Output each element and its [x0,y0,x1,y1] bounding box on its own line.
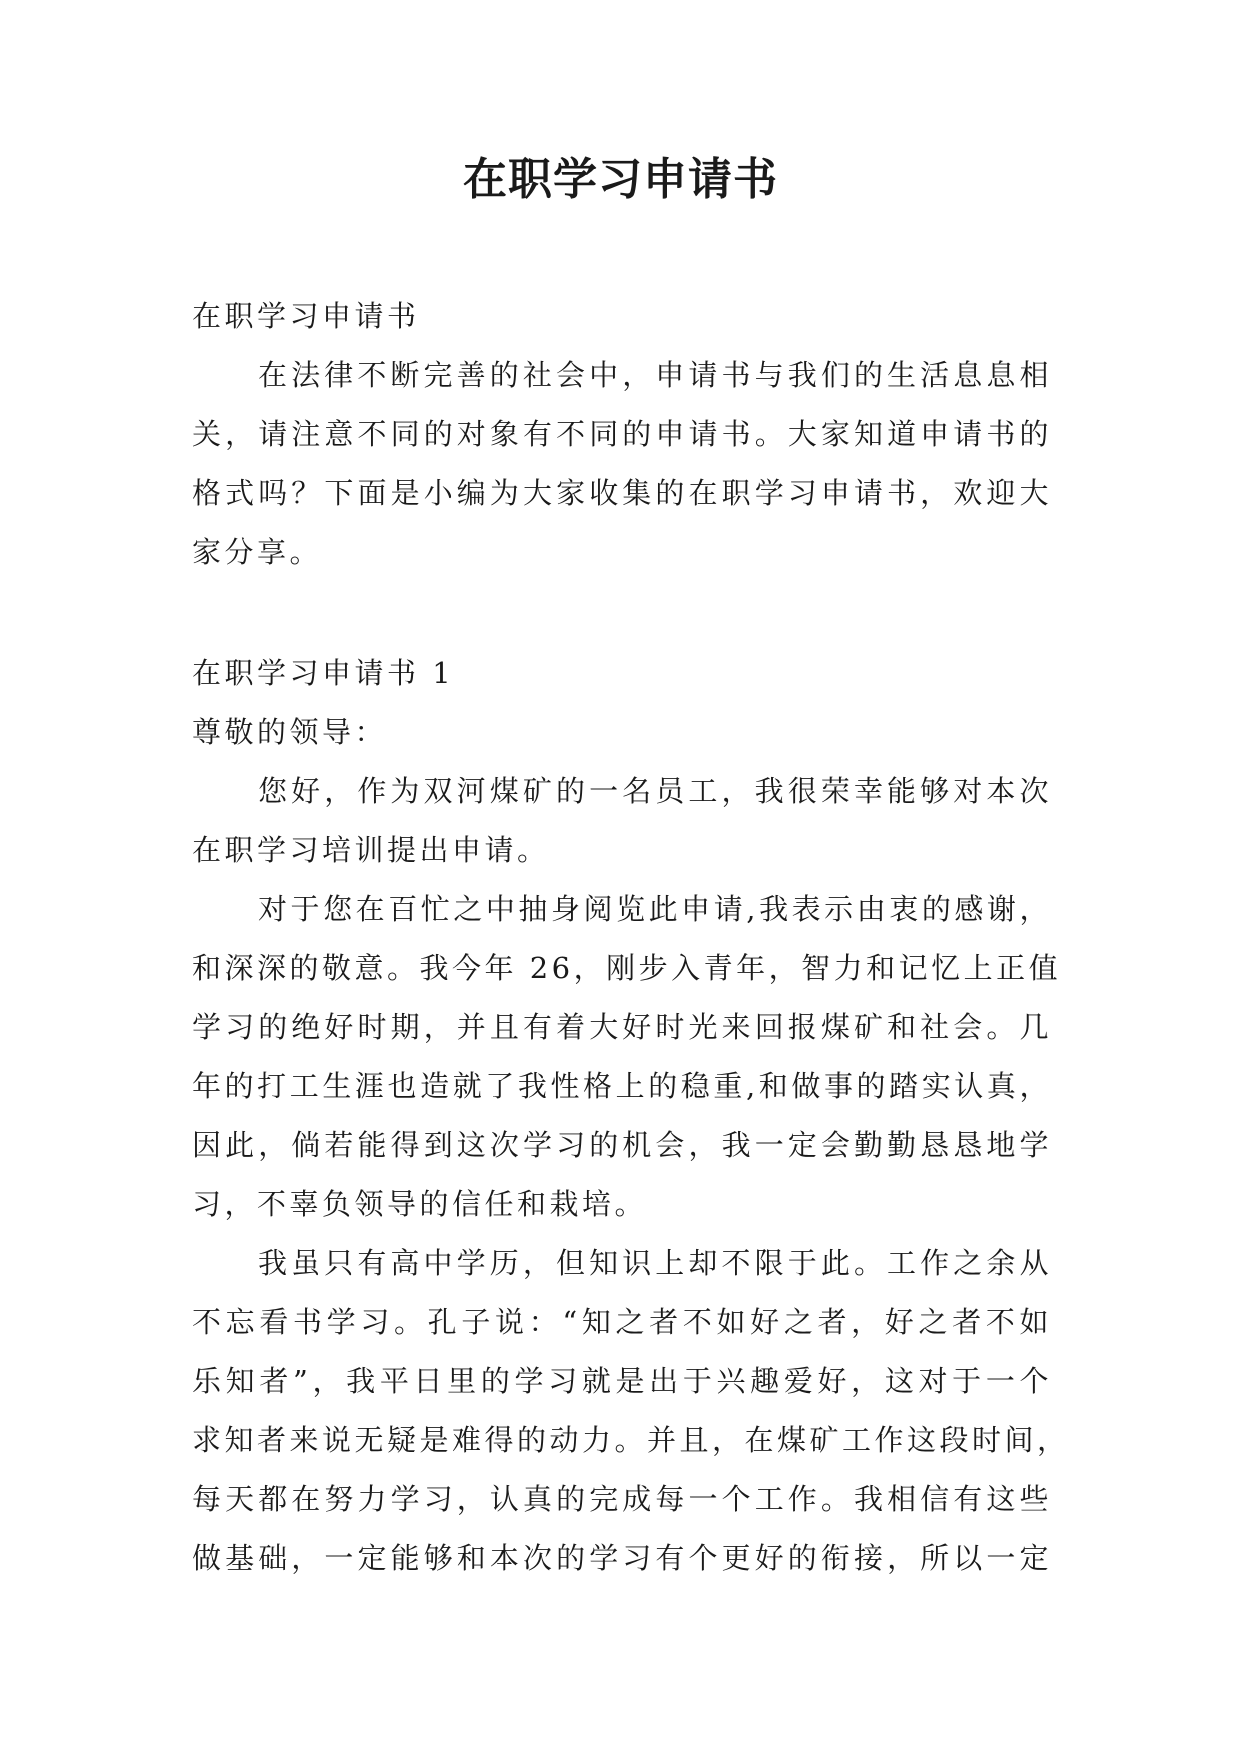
paragraph-1 [192,762,1052,880]
document-body [192,287,1070,1588]
paragraph-line: 在职学习培训提出申请。 [192,833,550,867]
paragraph-line: 习，不辜负领导的信任和栽培。 [192,1187,648,1221]
paragraph-line: 乐知者”，我平日里的学习就是出于兴趣爱好，这对于一个 [192,1364,1052,1398]
paragraph-line: 做基础，一定能够和本次的学习有个更好的衔接，所以一定 [192,1541,1052,1575]
document-title: 在职学习申请书 [463,154,778,205]
paragraph-line: 不忘看书学习。孔子说：“知之者不如好之者，好之者不如 [192,1305,1052,1339]
paragraph-line: 学习的绝好时期，并且有着大好时光来回报煤矿和社会。几 [192,1010,1052,1044]
paragraph-line: 和深深的敬意。我今年 26，刚步入青年，智力和记忆上正值 [192,951,1062,985]
paragraph-line: 年的打工生涯也造就了我性格上的稳重,和做事的踏实认真， [192,1069,1052,1103]
paragraph-line: 家分享。 [192,535,323,569]
paragraph-line: 因此，倘若能得到这次学习的机会，我一定会勤勤恳恳地学 [192,1128,1052,1162]
paragraph-line: 在法律不断完善的社会中，申请书与我们的生活息息相 [258,358,1052,392]
section-gap [192,582,1052,644]
paragraph-line: 您好，作为双河煤矿的一名员工，我很荣幸能够对本次 [258,774,1052,808]
paragraph-line: 格式吗？下面是小编为大家收集的在职学习申请书，欢迎大 [192,476,1052,510]
paragraph-line: 每天都在努力学习，认真的完成每一个工作。我相信有这些 [192,1482,1052,1516]
paragraph-line: 求知者来说无疑是难得的动力。并且，在煤矿工作这段时间， [192,1423,1070,1457]
paragraph-line: 对于您在百忙之中抽身阅览此申请,我表示由衷的感谢， [258,892,1052,926]
paragraph-line: 我虽只有高中学历，但知识上却不限于此。工作之余从 [258,1246,1052,1280]
paragraph-2 [192,880,1062,1234]
salutation: 尊敬的领导： [192,715,388,749]
intro-paragraph [192,346,1052,582]
document-subtitle: 在职学习申请书 [192,299,420,333]
paragraph-3 [192,1234,1070,1588]
section-heading: 在职学习申请书 1 [192,656,455,690]
paragraph-line: 关，请注意不同的对象有不同的申请书。大家知道申请书的 [192,417,1052,451]
